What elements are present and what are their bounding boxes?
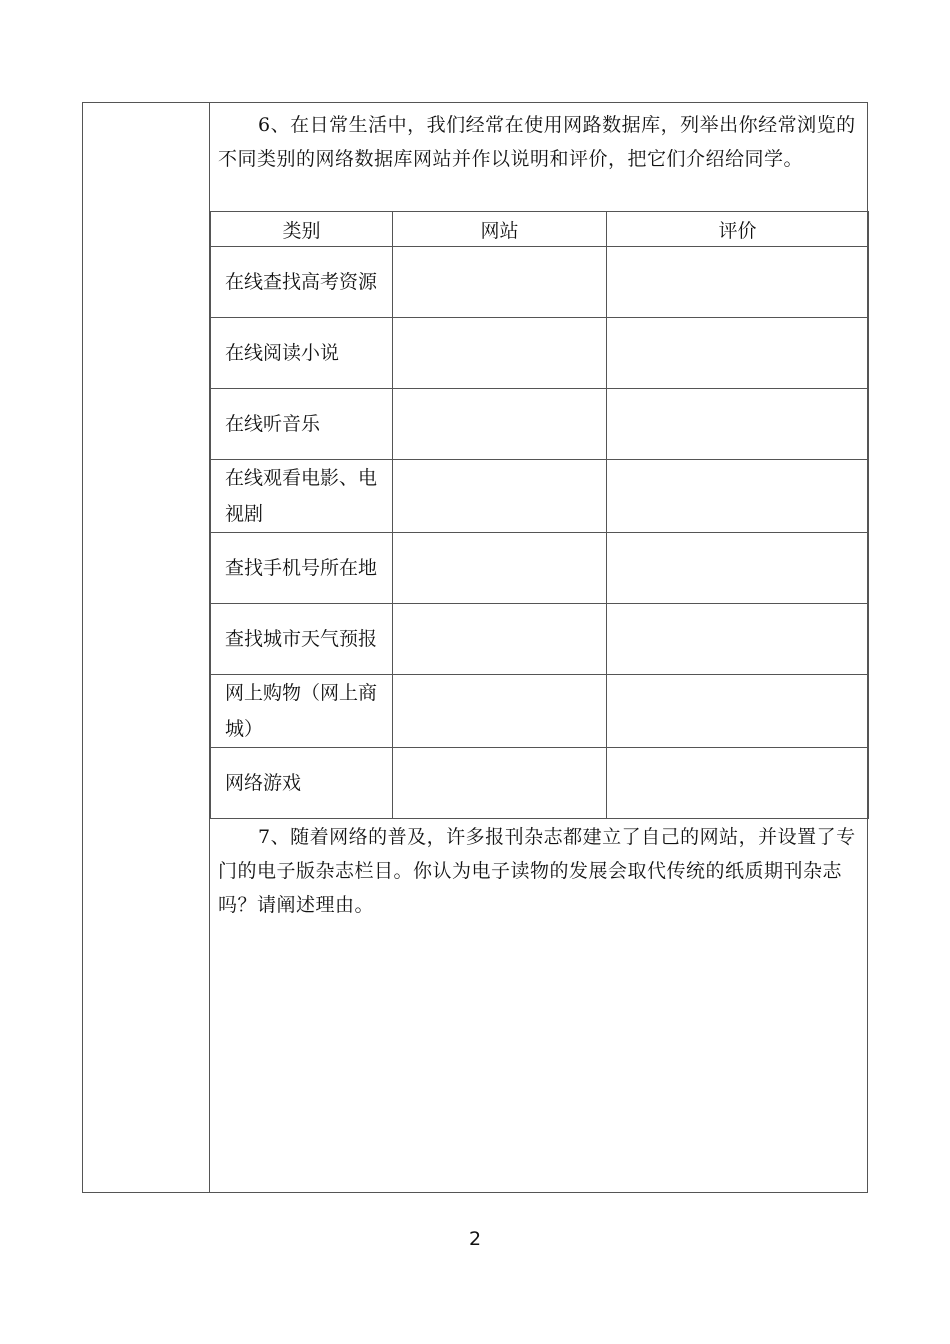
review-cell[interactable] (607, 533, 869, 604)
category-cell: 在线听音乐 (211, 389, 393, 460)
header-category: 类别 (211, 212, 393, 247)
review-cell[interactable] (607, 460, 869, 533)
table-row (211, 748, 869, 819)
website-cell[interactable] (393, 604, 607, 675)
category-cell: 在线查找高考资源 (211, 247, 393, 318)
website-cell[interactable] (393, 533, 607, 604)
question-7 (218, 820, 858, 922)
category-cell: 在线阅读小说 (211, 318, 393, 389)
website-cell[interactable] (393, 389, 607, 460)
review-cell[interactable] (607, 748, 869, 819)
website-cell[interactable] (393, 748, 607, 819)
category-cell: 网络游戏 (211, 748, 393, 819)
page-number: 2 (468, 1228, 482, 1250)
left-margin-column (82, 102, 210, 1193)
table-row (211, 389, 869, 460)
question-6-text: 6、在日常生活中，我们经常在使用网路数据库，列举出你经常浏览的不同类别的网络数据库网站并作以说明和评价，把它们介绍给同学。 (218, 114, 856, 170)
table-row (211, 675, 869, 748)
review-cell[interactable] (607, 318, 869, 389)
website-cell[interactable] (393, 247, 607, 318)
category-cell: 在线观看电影、电视剧 (211, 460, 393, 533)
review-cell[interactable] (607, 675, 869, 748)
category-cell: 查找城市天气预报 (211, 604, 393, 675)
website-cell[interactable] (393, 318, 607, 389)
table-row (211, 318, 869, 389)
question-7-text: 7、随着网络的普及，许多报刊杂志都建立了自己的网站，并设置了专门的电子版杂志栏目。你认为电子读物的发展会取代传统的纸质期刊杂志吗？请阐述理由。 (218, 826, 856, 916)
table-row (211, 460, 869, 533)
table-row (211, 604, 869, 675)
database-table (210, 211, 869, 819)
table-row (211, 533, 869, 604)
review-cell[interactable] (607, 247, 869, 318)
header-website: 网站 (393, 212, 607, 247)
website-cell[interactable] (393, 460, 607, 533)
table-row (211, 247, 869, 318)
category-cell: 网上购物（网上商城） (211, 675, 393, 748)
table-header-row (211, 212, 869, 247)
review-cell[interactable] (607, 604, 869, 675)
website-cell[interactable] (393, 675, 607, 748)
header-review: 评价 (607, 212, 869, 247)
review-cell[interactable] (607, 389, 869, 460)
question-6 (218, 108, 858, 176)
category-cell: 查找手机号所在地 (211, 533, 393, 604)
